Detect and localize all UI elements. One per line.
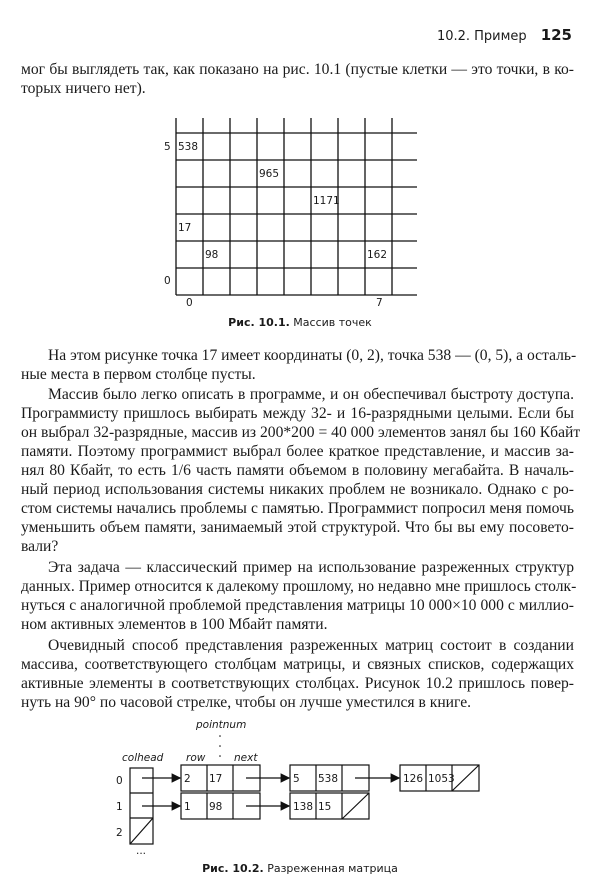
cell-value: 162 <box>367 249 388 261</box>
text-line: данных. Пример относится к далекому прошлому, но недавно мне пришлось столк- <box>21 578 577 595</box>
cell-value: 1171 <box>313 195 340 207</box>
figure-10-1-grid <box>150 110 440 310</box>
running-header <box>437 26 572 44</box>
colhead-index: 1 <box>116 801 123 813</box>
text-line: вали? <box>21 538 59 555</box>
text-line: Массив было легко описать в программе, и он обеспечивал быстроту доступа. <box>48 386 574 403</box>
colhead-index: 0 <box>116 775 123 787</box>
text-line: нуть на 90° по часовой стрелке, чтобы он лучше уместился в книге. <box>21 694 472 711</box>
text-line: он выбрал 32-разрядные, массив из 200*200 = 40 000 элементов занял бы 160 Кбайт <box>21 424 581 441</box>
figure-10-2-caption <box>0 862 600 875</box>
node-num: 1053 <box>428 773 455 785</box>
x-label-left: 0 <box>186 297 193 309</box>
null-pointer <box>452 765 479 791</box>
node-row: 2 <box>184 773 191 785</box>
text-line: нуться с аналогичной проблемой представления матрицы 10 000×10 000 с миллио- <box>21 597 574 614</box>
text-line: Программисту пришлось выбирать между 32- и 16-разрядными целыми. Если бы <box>21 405 574 422</box>
node-row: 138 <box>293 801 314 813</box>
colhead-index: 2 <box>116 827 123 839</box>
null-pointer <box>342 793 369 819</box>
cell-value: 98 <box>205 249 219 261</box>
intro-text <box>21 60 574 98</box>
text-line: активные элементы в соответствующих столбцах. Рисунок 10.2 пришлось повер- <box>21 675 574 692</box>
cell-value: 538 <box>178 141 199 153</box>
text-line: ные места в первом столбце пусты. <box>21 366 256 383</box>
text-line: Эта задача — классический пример на использование разреженных структур <box>48 559 574 576</box>
colhead-ellipsis: ... <box>136 845 147 856</box>
page-number: 125 <box>540 26 572 44</box>
caption-label: Рис. 10.1. <box>228 316 290 329</box>
text-line: ном активных элементов в 100 Мбайт памяти. <box>21 616 328 633</box>
x-label-right: 7 <box>376 297 383 309</box>
text-line: торых ничего нет). <box>21 80 146 97</box>
label-row: row <box>186 752 206 764</box>
y-label-top: 5 <box>164 141 171 153</box>
paragraph-1 <box>21 346 577 384</box>
text-line: ный период использования системы никаких проблем не возникало. Однако с ро- <box>21 481 574 498</box>
label-pointnum: pointnum <box>196 719 247 731</box>
caption-label: Рис. 10.2. <box>202 862 264 875</box>
paragraph-3 <box>21 558 577 634</box>
text-line: мог бы выглядеть так, как показано на рис. 10.1 (пустые клетки — это точки, в ко- <box>21 61 574 78</box>
text-line: уменьшить объем памяти, занимаемый этой структурой. Что бы вы ему посовето- <box>21 519 574 536</box>
figure-10-1-caption <box>0 316 600 329</box>
label-next: next <box>234 752 258 764</box>
label-colhead: colhead <box>122 752 164 764</box>
node-num: 15 <box>318 801 332 813</box>
text-line: памяти. Поэтому программист выбрал более краткое представление, и массив за- <box>21 443 574 460</box>
text-line: стом системы начались проблемы с памятью. Программист попросил меня помочь <box>21 500 574 517</box>
caption-title: Массив точек <box>293 316 372 329</box>
text-line: Очевидный способ представления разреженных матриц состоит в создании <box>48 637 574 654</box>
text-line: массива, соответствующего столбцам матрицы, и связных списков, содержащих <box>21 656 574 673</box>
y-label-bottom: 0 <box>164 275 171 287</box>
node-row: 1 <box>184 801 191 813</box>
figure-10-2-diagram <box>100 716 500 856</box>
text-line: На этом рисунке точка 17 имеет координаты (0, 2), точка 538 — (0, 5), а осталь- <box>48 347 577 364</box>
node-row: 5 <box>293 773 300 785</box>
section-title: 10.2. Пример <box>436 29 527 44</box>
node-num: 17 <box>209 773 223 785</box>
cell-value: 965 <box>259 168 280 180</box>
text-line: нял 80 Кбайт, то есть 1/6 часть памяти объемом в половину мегабайта. В началь- <box>21 462 574 479</box>
paragraph-4 <box>21 636 574 712</box>
caption-title: Разреженная матрица <box>267 862 398 875</box>
node-num: 98 <box>209 801 223 813</box>
paragraph-2 <box>21 385 581 556</box>
cell-value: 17 <box>178 222 192 234</box>
node-num: 538 <box>318 773 339 785</box>
node-row: 126 <box>403 773 424 785</box>
